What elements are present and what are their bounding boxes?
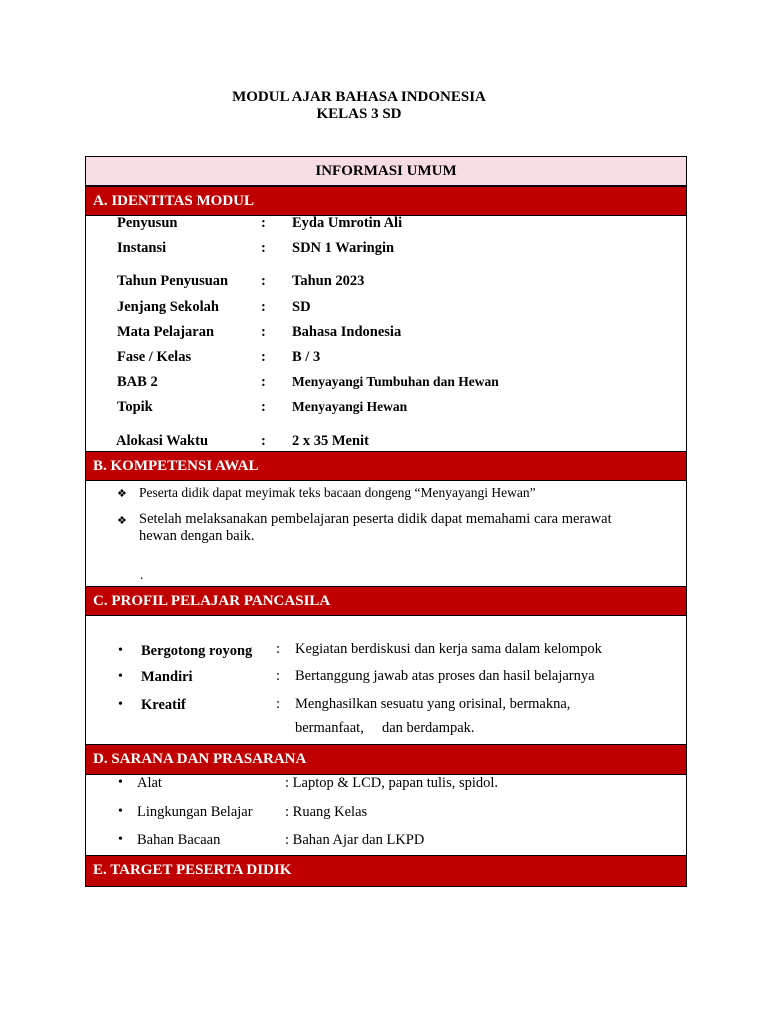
profil-desc-continuation: bermanfaat, dan berdampak. (295, 720, 475, 736)
profil-label: Mandiri (141, 669, 193, 685)
section-b-heading: B. KOMPETENSI AWAL (86, 451, 686, 481)
identitas-label: Mata Pelajaran (117, 324, 215, 340)
bullet-dot-icon: • (118, 775, 123, 790)
kompetensi-item: Setelah melaksanakan pembelajaran peserta didik dapat memahami cara merawat (139, 511, 612, 527)
identitas-sep: : (261, 374, 266, 390)
identitas-label: BAB 2 (117, 374, 158, 390)
kompetensi-item-continuation: hewan dengan baik. (139, 528, 255, 544)
title-line-2: KELAS 3 SD (316, 106, 402, 122)
bullet-dot-icon: • (118, 804, 123, 819)
bullet-dot-icon: • (118, 832, 123, 847)
identitas-sep: : (261, 433, 266, 449)
identitas-label: Topik (117, 399, 153, 415)
identitas-sep: : (261, 349, 266, 365)
identitas-label: Penyusun (117, 215, 178, 231)
bullet-dot-icon: • (118, 669, 123, 684)
diamond-bullet-icon: ❖ (117, 515, 127, 527)
identitas-value: B / 3 (292, 349, 321, 365)
profil-sep: : (276, 696, 281, 712)
bullet-dot-icon: • (118, 697, 123, 712)
sarana-value: : Laptop & LCD, papan tulis, spidol. (285, 775, 499, 791)
profil-desc: Menghasilkan sesuatu yang orisinal, bermakna, (295, 696, 571, 712)
section-c-heading: C. PROFIL PELAJAR PANCASILA (86, 586, 686, 616)
kompetensi-trailing-dot: . (140, 567, 144, 582)
identitas-value: Menyayangi Hewan (292, 399, 408, 414)
identitas-label: Jenjang Sekolah (117, 299, 219, 315)
identitas-sep: : (261, 273, 266, 289)
identitas-value: Bahasa Indonesia (292, 324, 402, 340)
sarana-value: : Ruang Kelas (285, 804, 368, 820)
profil-label: Kreatif (141, 697, 186, 713)
kompetensi-item: Peserta didik dapat meyimak teks bacaan dongeng “Menyayangi Hewan” (139, 485, 536, 500)
bullet-dot-icon: • (118, 643, 123, 658)
sarana-label: Bahan Bacaan (137, 832, 221, 848)
sarana-label: Lingkungan Belajar (137, 804, 253, 820)
identitas-value: Tahun 2023 (292, 273, 365, 289)
profil-sep: : (276, 641, 281, 657)
sarana-value: : Bahan Ajar dan LKPD (285, 832, 425, 848)
section-a-heading: A. IDENTITAS MODUL (86, 186, 686, 216)
identitas-label: Alokasi Waktu (116, 433, 209, 449)
sarana-label: Alat (137, 775, 162, 791)
identitas-value: SD (292, 299, 311, 315)
profil-label: Bergotong royong (141, 643, 253, 659)
identitas-value: Menyayangi Tumbuhan dan Hewan (292, 374, 499, 389)
identitas-value: 2 x 35 Menit (292, 433, 369, 449)
profil-desc: Kegiatan berdiskusi dan kerja sama dalam kelompok (295, 641, 602, 657)
identitas-label: Tahun Penyusuan (117, 273, 229, 289)
identitas-sep: : (261, 299, 266, 315)
section-e-heading: E. TARGET PESERTA DIDIK (86, 855, 686, 886)
profil-sep: : (276, 668, 281, 684)
identitas-sep: : (261, 240, 266, 256)
section-d-heading: D. SARANA DAN PRASARANA (86, 744, 686, 775)
identitas-value: Eyda Umrotin Ali (292, 215, 403, 231)
identitas-sep: : (261, 324, 266, 340)
title-line-1: MODUL AJAR BAHASA INDONESIA (232, 89, 486, 105)
identitas-label: Instansi (117, 240, 167, 256)
profil-desc: Bertanggung jawab atas proses dan hasil belajarnya (295, 668, 595, 684)
info-table (85, 156, 687, 887)
identitas-sep: : (261, 399, 266, 415)
identitas-label: Fase / Kelas (117, 349, 192, 365)
identitas-value: SDN 1 Waringin (292, 240, 395, 256)
identitas-sep: : (261, 215, 266, 231)
diamond-bullet-icon: ❖ (117, 488, 127, 500)
info-umum-header: INFORMASI UMUM (86, 157, 686, 186)
